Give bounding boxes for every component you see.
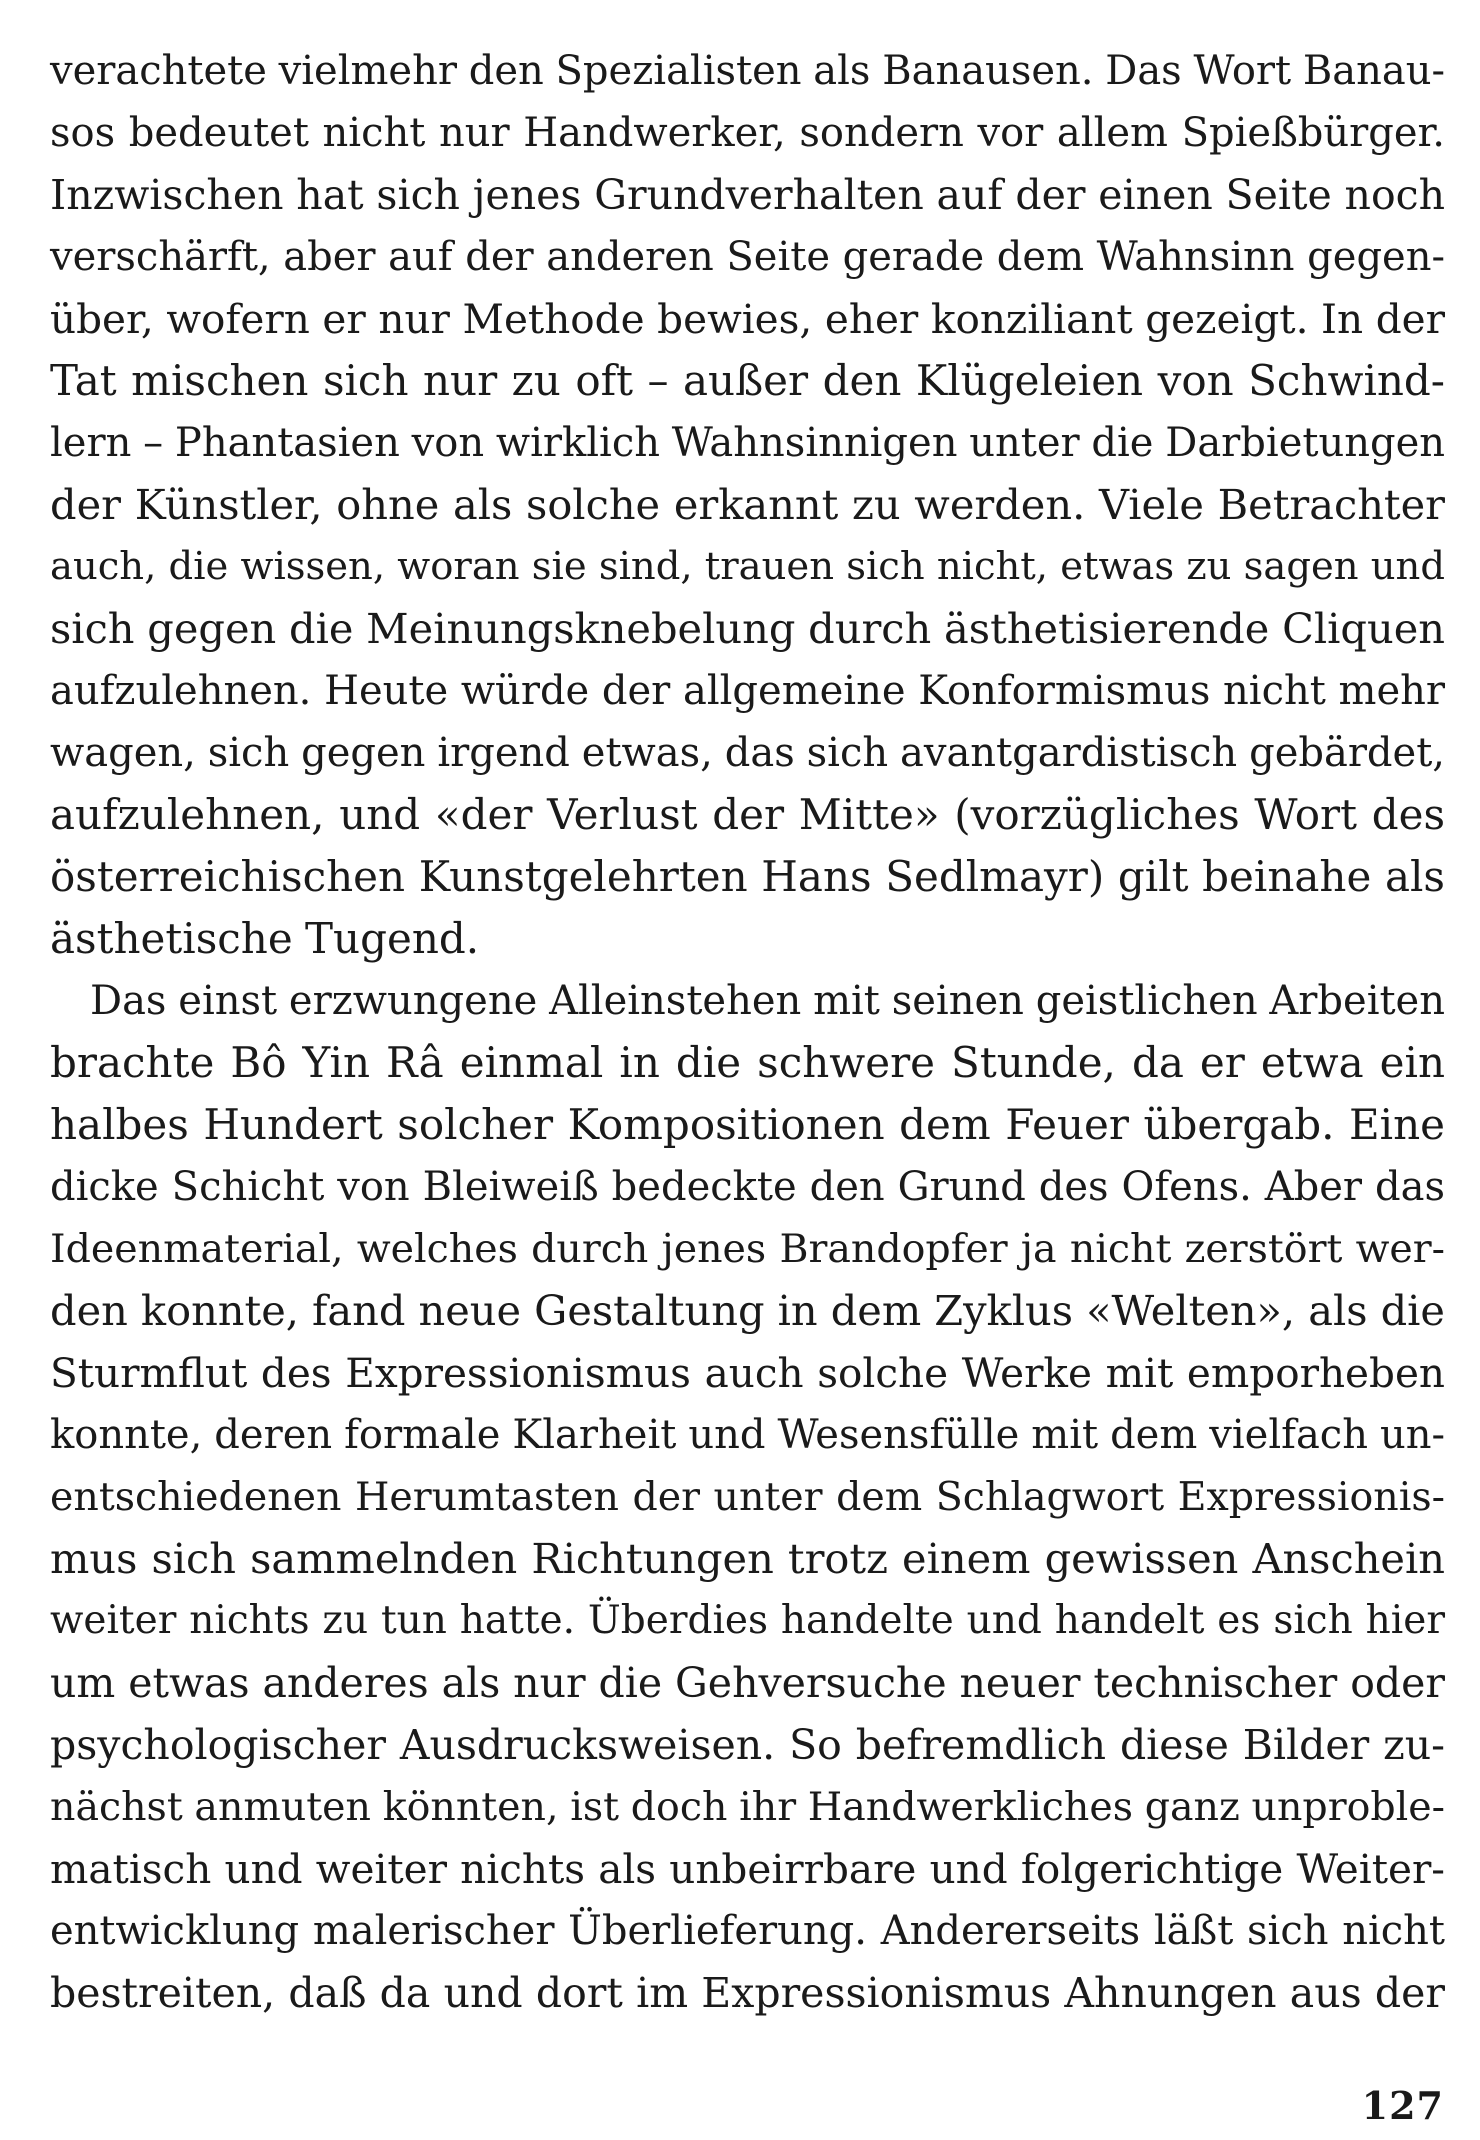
text-line: aufzulehnen. Heute würde der allgemeine Konformismus nicht mehr bbox=[50, 668, 1445, 714]
text-line: brachte Bô Yin Râ einmal in die schwere Stunde, da er etwa ein bbox=[50, 1038, 1445, 1087]
body-text bbox=[50, 40, 1445, 2024]
text-line: österreichischen Kunstgelehrten Hans Sedlmayr) gilt beinahe als bbox=[50, 852, 1445, 901]
text-line: Inzwischen hat sich jenes Grundverhalten auf der einen Seite noch bbox=[50, 171, 1445, 219]
text-line: über, wofern er nur Methode bewies, eher konziliant gezeigt. In der bbox=[50, 295, 1445, 343]
text-line: wagen, sich gegen irgend etwas, das sich avantgardistisch gebärdet, bbox=[50, 730, 1445, 776]
text-line: entwicklung malerischer Überlieferung. Andererseits läßt sich nicht bbox=[50, 1908, 1445, 1954]
text-line: Tat mischen sich nur zu oft – außer den Klügeleien von Schwind- bbox=[50, 356, 1445, 405]
text-line: halbes Hundert solcher Kompositionen dem Feuer übergab. Eine bbox=[50, 1100, 1445, 1149]
text-line: aufzulehnen, und «der Verlust der Mitte» (vorzügliches Wort des bbox=[50, 790, 1445, 839]
paragraph-1 bbox=[50, 40, 1445, 970]
text-line: lern – Phantasien von wirklich Wahnsinnigen unter die Darbietungen bbox=[50, 420, 1445, 466]
text-line: bestreiten, daß da und dort im Expressionismus Ahnungen aus der bbox=[50, 1969, 1445, 2017]
text-line: nächst anmuten könnten, ist doch ihr Handwerkliches ganz unproble- bbox=[50, 1784, 1445, 1830]
text-line: den konnte, fand neue Gestaltung in dem Zyklus «Welten», als die bbox=[50, 1286, 1445, 1335]
text-line: mus sich sammelnden Richtungen trotz einem gewissen Anschein bbox=[50, 1534, 1445, 1583]
text-line: verschärft, aber auf der anderen Seite gerade dem Wahnsinn gegen- bbox=[50, 234, 1445, 280]
text-line: entschiedenen Herumtasten der unter dem Schlagwort Expressionis- bbox=[50, 1474, 1445, 1520]
text-line: matisch und weiter nichts als unbeirrbare und folgerichtige Weiter- bbox=[50, 1845, 1445, 1893]
text-line: psychologischer Ausdrucksweisen. So befremdlich diese Bilder zu- bbox=[50, 1721, 1445, 1769]
text-line: Sturmflut des Expressionismus auch solche Werke mit emporheben bbox=[50, 1349, 1445, 1397]
text-line: auch, die wissen, woran sie sind, trauen sich nicht, etwas zu sagen und bbox=[50, 544, 1445, 589]
text-line: weiter nichts zu tun hatte. Überdies handelte und handelt es sich hier bbox=[50, 1598, 1445, 1643]
paragraph-2 bbox=[50, 970, 1445, 2024]
page-number: 127 bbox=[1361, 2083, 1444, 2128]
text-line: dicke Schicht von Bleiweiß bedeckte den Grund des Ofens. Aber das bbox=[50, 1164, 1445, 1210]
text-line: der Künstler, ohne als solche erkannt zu werden. Viele Betrachter bbox=[50, 480, 1445, 529]
text-line: ästhetische Tugend. bbox=[50, 914, 480, 963]
text-line: konnte, deren formale Klarheit und Wesensfülle mit dem vielfach un- bbox=[50, 1412, 1445, 1458]
text-line: sich gegen die Meinungsknebelung durch ästhetisierende Cliquen bbox=[50, 604, 1445, 653]
text-line: Das einst erzwungene Alleinstehen mit seinen geistlichen Arbeiten bbox=[90, 978, 1445, 1024]
text-line: verachtete vielmehr den Spezialisten als Banausen. Das Wort Banau- bbox=[50, 48, 1445, 94]
text-line: um etwas anderes als nur die Gehversuche neuer technischer oder bbox=[50, 1659, 1445, 1707]
text-line: sos bedeutet nicht nur Handwerker, sondern vor allem Spießbürger. bbox=[50, 110, 1445, 156]
text-line: Ideenmaterial, welches durch jenes Brandopfer ja nicht zerstört wer- bbox=[50, 1226, 1445, 1272]
